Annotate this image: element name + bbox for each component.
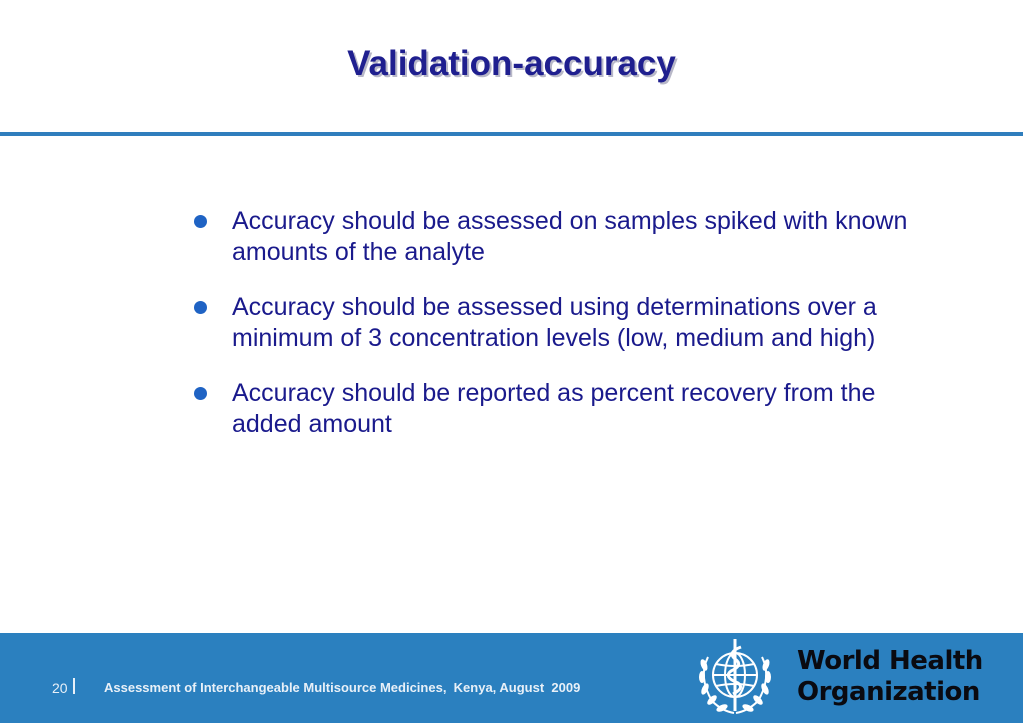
bullet-text: Accuracy should be assessed using determinations over a minimum of 3 concentration levels (low, medium and high) xyxy=(232,293,877,352)
bullet-dot-icon xyxy=(194,301,207,314)
who-emblem-icon xyxy=(694,635,776,719)
page-separator xyxy=(73,678,75,694)
bullet-item xyxy=(190,206,910,268)
organization-name xyxy=(797,646,997,708)
bullet-list xyxy=(190,206,910,464)
bullet-text: Accuracy should be assessed on samples spiked with known amounts of the analyte xyxy=(232,207,908,266)
title-divider xyxy=(0,132,1023,136)
bullet-dot-icon xyxy=(194,387,207,400)
bullet-item xyxy=(190,292,910,354)
organization-name-line2: Organization xyxy=(797,677,980,707)
slide-title: Validation-accuracy xyxy=(347,44,676,83)
slide-footer xyxy=(0,633,1023,723)
footer-text: Assessment of Interchangeable Multisource Medicines, Kenya, August 2009 xyxy=(104,680,581,695)
bullet-item xyxy=(190,378,910,440)
bullet-text: Accuracy should be reported as percent recovery from the added amount xyxy=(232,379,876,438)
bullet-dot-icon xyxy=(194,215,207,228)
page-number: 20 xyxy=(52,680,68,696)
organization-name-line1: World Health xyxy=(797,646,983,676)
